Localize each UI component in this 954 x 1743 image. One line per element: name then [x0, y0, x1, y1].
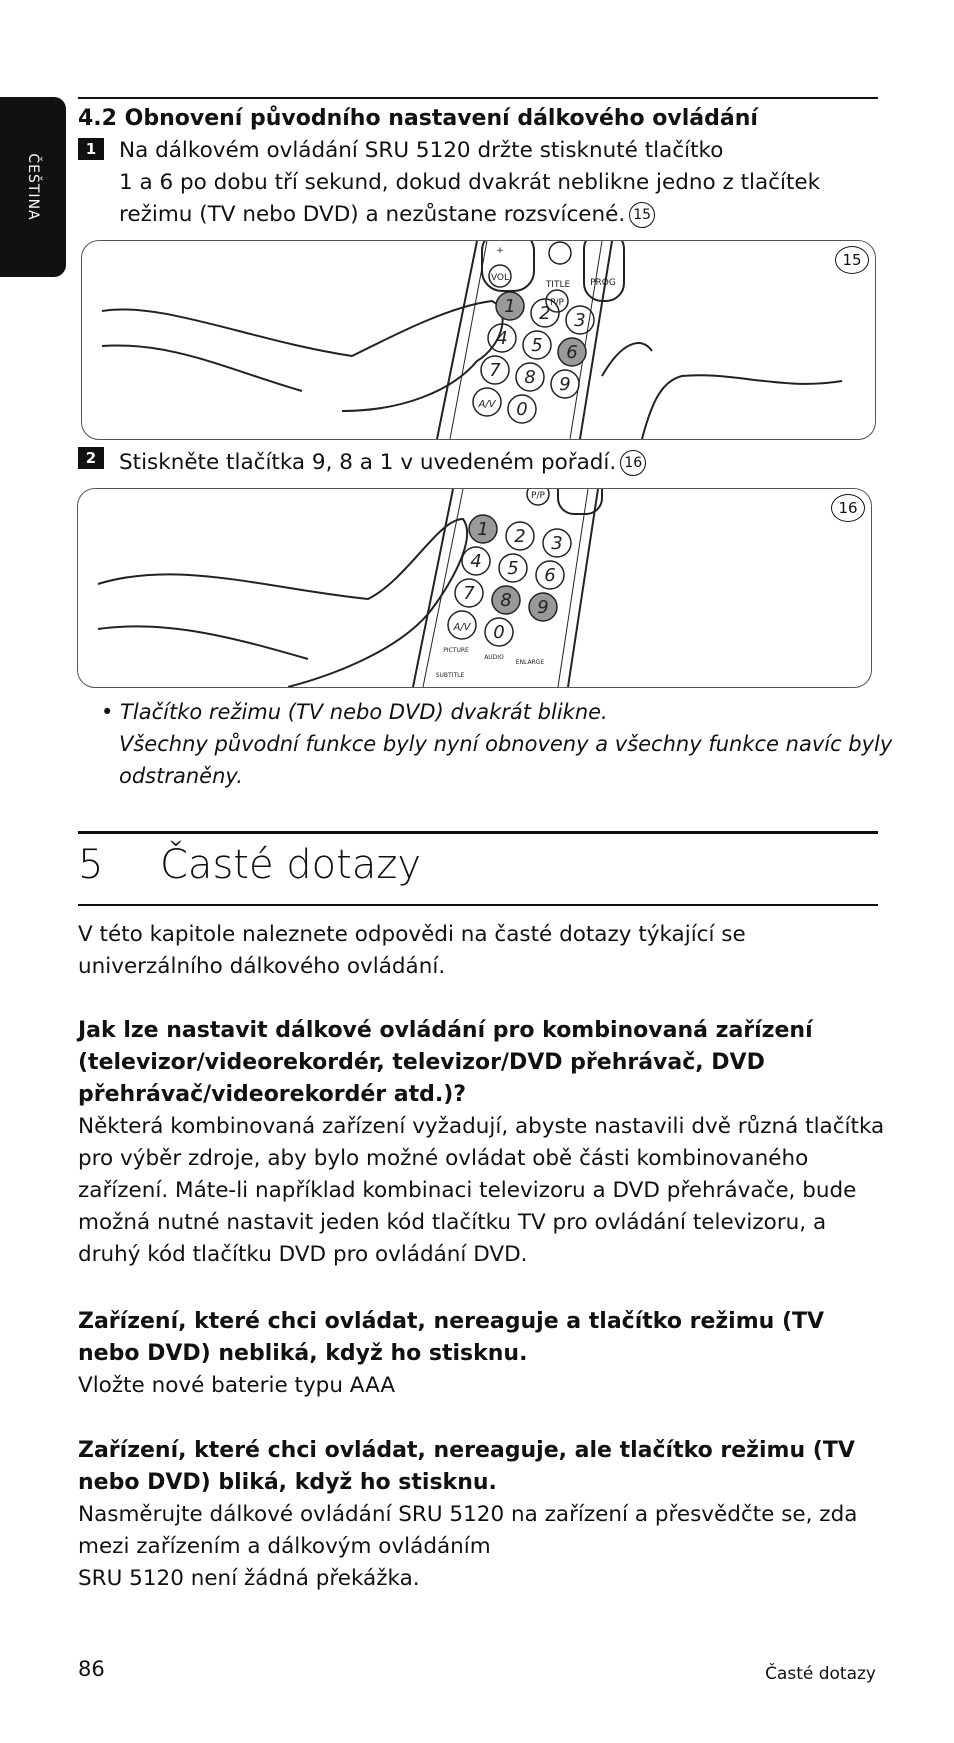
step-2-line: Stiskněte tlačítka 9, 8 a 1 v uvedeném pořadí.: [119, 450, 617, 475]
step-1-line-text: režimu (TV nebo DVD) a nezůstane rozsvícené.: [119, 202, 626, 227]
faq-question-line: Zařízení, které chci ovládat, nereaguje a tlačítko režimu (TV: [78, 1309, 825, 1334]
btn-label: SUBTITLE: [435, 672, 465, 679]
remote-hands-drawing-2: [78, 489, 871, 687]
faq-question-line: Jak lze nastavit dálkové ovládání pro kombinovaná zařízení: [78, 1018, 813, 1043]
btn-label: 6: [566, 342, 578, 363]
chapter-top-rule: [78, 831, 878, 834]
chapter-title: Časté dotazy: [160, 842, 422, 888]
chapter-number: 5: [78, 842, 104, 888]
btn-label: 9: [537, 597, 549, 618]
intro-line: univerzálního dálkového ovládání.: [78, 954, 446, 979]
page-number: 86: [78, 1657, 105, 1681]
btn-label: PICTURE: [443, 647, 469, 654]
btn-label: +: [496, 246, 504, 256]
language-side-tab: [0, 97, 66, 277]
btn-label: 4: [496, 328, 508, 349]
btn-label: 5: [507, 558, 519, 579]
step-2-text: [119, 447, 646, 479]
btn-label: 8: [500, 590, 512, 611]
step-1-line: 1 a 6 po dobu tří sekund, dokud dvakrát neblikne jedno z tlačítek: [119, 170, 821, 195]
btn-label: 2: [514, 526, 526, 547]
step-1-line: Na dálkovém ovládání SRU 5120 držte stisknuté tlačítko: [119, 138, 724, 163]
result-line: odstraněny.: [119, 764, 243, 788]
btn-label: P/P: [550, 298, 564, 308]
btn-label: 2: [539, 303, 551, 324]
btn-label: 7: [489, 360, 501, 381]
faq-answer-line: zařízení. Máte-li například kombinaci televizoru a DVD přehrávače, bude: [78, 1178, 857, 1203]
step-1-line: [119, 199, 820, 231]
faq-answer-line: Některá kombinovaná zařízení vyžadují, abyste nastavili dvě různá tlačítka: [78, 1114, 885, 1139]
faq-answer-line: SRU 5120 není žádná překážka.: [78, 1566, 420, 1591]
chapter-bottom-rule: [78, 904, 878, 906]
btn-label: 0: [493, 622, 505, 643]
intro-line: V této kapitole naleznete odpovědi na časté dotazy týkající se: [78, 922, 746, 947]
figure-ref-16: 16: [620, 450, 646, 476]
btn-label: 8: [524, 367, 536, 388]
step-1-text: [119, 135, 820, 231]
faq-question-line: Zařízení, které chci ovládat, nereaguje, ale tlačítko režimu (TV: [78, 1438, 855, 1463]
result-line: Všechny původní funkce byly nyní obnoveny a všechny funkce navíc byly: [119, 732, 893, 756]
section-heading: 4.2 Obnovení původního nastavení dálkového ovládání: [78, 106, 758, 131]
btn-label: 0: [516, 399, 528, 420]
language-label: ČEŠTINA: [25, 153, 41, 221]
btn-label: ENLARGE: [515, 659, 545, 666]
btn-label: P/P: [531, 491, 545, 501]
top-rule: [78, 97, 878, 99]
figure-15-illustration: [81, 240, 876, 440]
faq-item-3: [78, 1435, 857, 1595]
btn-label: 9: [559, 374, 571, 395]
result-note: [101, 696, 892, 792]
footer-section-title: Časté dotazy: [765, 1664, 876, 1684]
btn-label: 4: [470, 551, 482, 572]
figure-15-number: 15: [835, 246, 869, 274]
btn-label: 3: [551, 533, 563, 554]
btn-label: A/V: [478, 399, 496, 410]
faq-answer-line: Vložte nové baterie typu AAA: [78, 1373, 396, 1398]
result-line: • Tlačítko režimu (TV nebo DVD) dvakrát blikne.: [101, 700, 608, 724]
btn-label: 6: [544, 565, 556, 586]
faq-item-2: [78, 1306, 824, 1402]
remote-hands-drawing-1: [82, 241, 875, 439]
btn-label: 1: [504, 296, 516, 317]
btn-label: A/V: [453, 622, 471, 633]
figure-16-illustration: [77, 488, 872, 688]
faq-question-line: (televizor/videorekordér, televizor/DVD přehrávač, DVD: [78, 1050, 765, 1075]
btn-label: VOL: [490, 273, 510, 283]
step-1-number: 1: [78, 138, 104, 160]
btn-label: TITLE: [545, 280, 571, 290]
btn-label: 3: [574, 310, 586, 331]
btn-label: 5: [531, 335, 543, 356]
faq-question-line: nebo DVD) bliká, když ho stisknu.: [78, 1470, 497, 1495]
faq-answer-line: mezi zařízením a dálkovým ovládáním: [78, 1534, 491, 1559]
faq-question-line: nebo DVD) nebliká, když ho stisknu.: [78, 1341, 528, 1366]
faq-question-line: přehrávač/videorekordér atd.)?: [78, 1082, 467, 1107]
chapter-intro: [78, 919, 746, 983]
figure-16-number: 16: [831, 494, 865, 522]
btn-label: AUDIO: [484, 654, 504, 661]
step-2-number: 2: [78, 447, 104, 469]
faq-answer-line: Nasměrujte dálkové ovládání SRU 5120 na zařízení a přesvědčte se, zda: [78, 1502, 858, 1527]
btn-label: 1: [477, 519, 489, 540]
btn-label: PROG: [590, 278, 616, 288]
figure-ref-15: 15: [629, 202, 655, 228]
faq-item-1: [78, 1015, 884, 1271]
faq-answer-line: možná nutné nastavit jeden kód tlačítku TV pro ovládání televizoru, a: [78, 1210, 827, 1235]
faq-answer-line: pro výběr zdroje, aby bylo možné ovládat obě části kombinovaného: [78, 1146, 809, 1171]
btn-label: 7: [463, 583, 475, 604]
faq-answer-line: druhý kód tlačítku DVD pro ovládání DVD.: [78, 1242, 528, 1267]
